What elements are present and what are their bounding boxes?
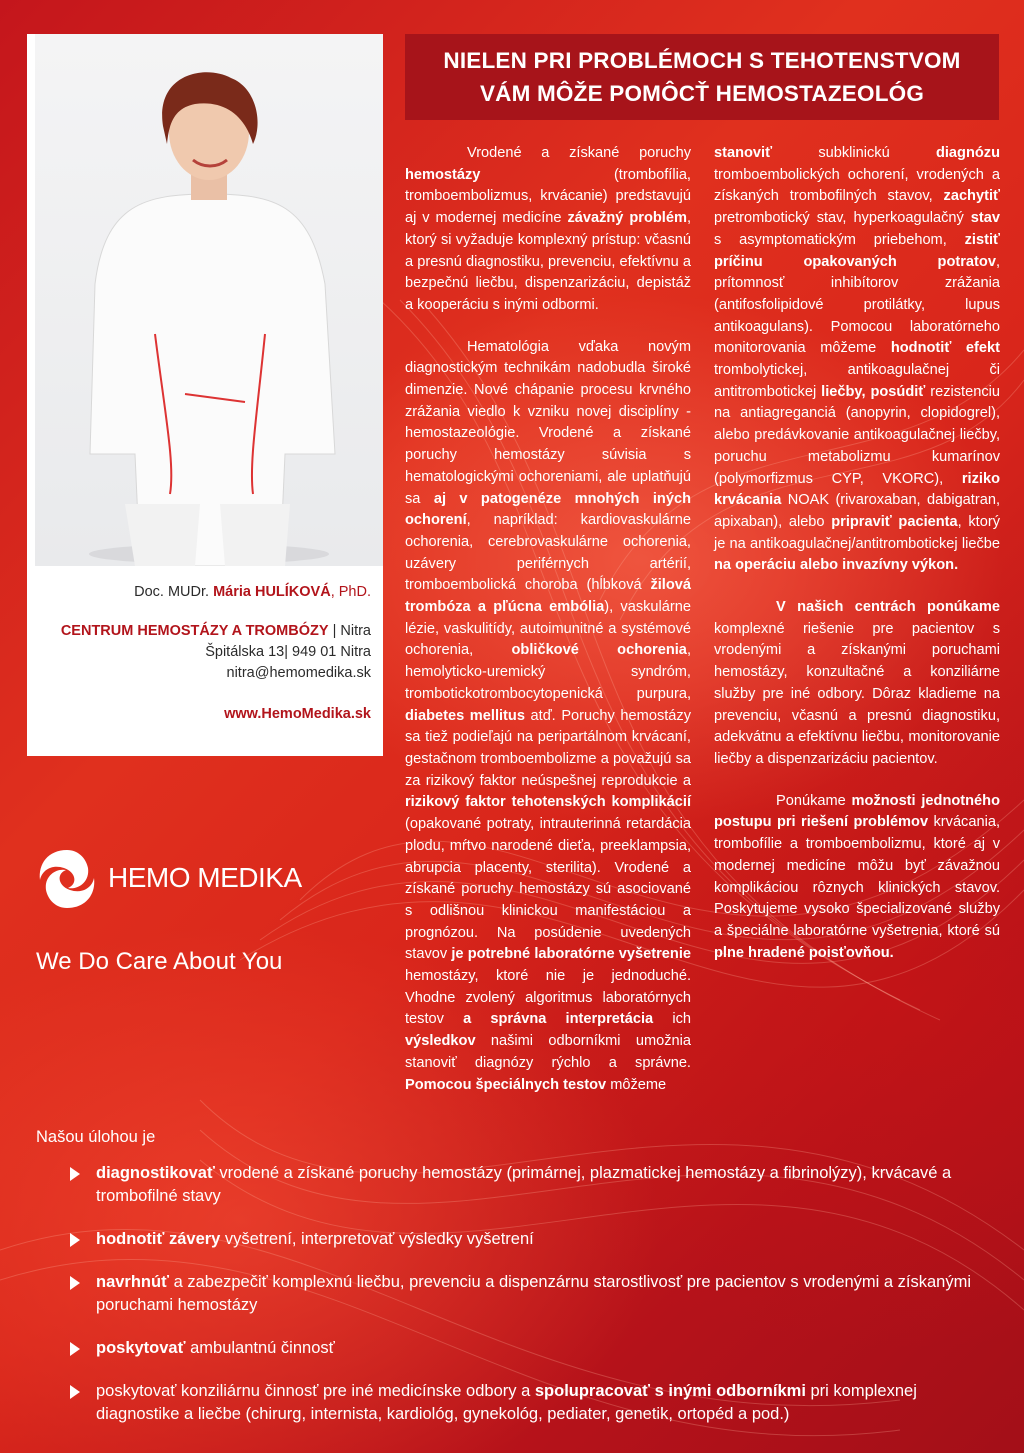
text-run: Vrodené a získané poruchy — [467, 145, 691, 161]
task-text — [96, 1230, 534, 1248]
name-bold: Mária HULÍKOVÁ — [213, 584, 331, 600]
centre-name-bold: CENTRUM HEMOSTÁZY A TROMBÓZY — [60, 623, 329, 639]
tagline: We Do Care About You — [36, 948, 283, 975]
bold-run: hemostázy — [405, 166, 481, 183]
text-run: vyšetrení, interpretovať výsledky vyšetrení — [220, 1230, 534, 1248]
text-run: Hematológia vďaka novým diagnostickým technikám nadobudla široké dimenzie. Nové chápanie procesu krvného zrážania viedlo k vzniku novej disciplíny - hemostazeológie. Vrodené a získané poruchy hemostázy súvisia s hematologickými ochoreniami, ale uplatňujú sa — [405, 338, 691, 507]
doctor-name — [41, 582, 371, 603]
text-run: poskytovať konziliárnu činnosť pre iné medicínske odbory a — [96, 1382, 535, 1400]
bold-run: výsledkov — [405, 1033, 476, 1050]
name-prefix: Doc. MUDr. — [134, 584, 214, 600]
text-run: (opakované potraty, intrauterinná retardácia plodu, mŕtvo narodené dieťa, preeklampsia, abrupcia placenty, sterilita). Vrodené a získané poruchy hemostázy sú asociované s odlišnou klinickou manifestáciou a prognózou. Na posúdenie uvedených stavov — [405, 816, 691, 963]
bold-run: aj v patogenéze mnohých iných ochorení — [405, 490, 691, 529]
bold-run: a správna interpretácia — [463, 1011, 654, 1028]
text-run: , ktorý si vyžaduje komplexný prístup: včasnú a presnú diagnostiku, prevenciu, efektívnu a bezpečnú liečbu, dispenzarizáciu, depistáž a kooperáciu s inými odbormi. — [405, 210, 691, 313]
text-run: (trombofília, tromboembolizmus, krvácanie) predstavujú aj v modernej medicíne — [405, 166, 691, 227]
doctor-info-card — [27, 34, 383, 756]
text-run: atď. Poruchy hemostázy sa tiež podieľajú na peripartálnom krvácaní, gestačnom tromboembolizme a považujú sa za rizikový faktor neúspešnej reprodukcie a — [405, 707, 691, 789]
centre-city: | Nitra — [328, 623, 371, 639]
task-text — [96, 1382, 917, 1423]
bold-run: diabetes mellitus — [405, 707, 525, 724]
text-run: pretrombotický stav, hyperkoagulačný — [714, 210, 971, 227]
bold-run: stanoviť — [714, 145, 773, 161]
bold-run: poskytovať — [96, 1339, 186, 1357]
bold-run: rizikový faktor tehotenských komplikácií — [405, 794, 691, 811]
text-run: a zabezpečiť komplexnú liečbu, prevenciu a dispenzárnu starostlivosť pre pacientov s vrodenými a získanými poruchami hemostázy — [96, 1273, 972, 1314]
text-run: komplexné riešenie pre pacientov s vrodenými a získanými poruchami hemostázy, konzultačné a konziliárne služby pre iné odbory. Dôraz kladieme na prevenciu, včasnú a presnú diagnostiku, adekvátnu a efektívnu liečbu, monitorovanie liečby a dispenzarizáciu pacientov. — [714, 620, 1000, 767]
task-item — [70, 1271, 1004, 1317]
paragraph-offer — [714, 791, 1000, 965]
bold-run: stav — [970, 210, 1000, 227]
task-item — [70, 1162, 1004, 1208]
bold-run: riziko krvácania — [714, 470, 1000, 509]
tasks-heading: Našou úlohou je — [36, 1128, 156, 1146]
text-run: vrodené a získané poruchy hemostázy (primárnej, plazmatickej hemostázy a fibrinolýzy), krvácavé a trombofilné stavy — [96, 1164, 952, 1205]
bold-run: diagnostikovať — [96, 1164, 215, 1182]
bullet-arrow-icon — [70, 1385, 80, 1399]
bold-run: na operáciu alebo invazívny výkon. — [714, 557, 959, 574]
text-run: krvácania, trombofílie a tromboembolizmu, ktoré aj v modernej medicíne môžu byť závažnou komplikáciou rôznych klinických stavov. Poskytujeme vysoko špecializované služby a špeciálne laboratórne vyšetrenia, ktoré sú — [714, 814, 1000, 939]
text-run: , hemolyticko-uremický syndróm, trombotickotrombocytopenická purpura, — [405, 642, 691, 702]
hemo-medika-logo-icon — [34, 846, 100, 912]
centre-name — [41, 621, 371, 642]
doctor-photo — [35, 34, 383, 566]
body-column-right — [714, 143, 1000, 984]
text-run: subklinickú — [772, 145, 936, 161]
text-run: , ktorý je na antikoagulačnej/antitrombotickej liečbe — [714, 513, 1000, 552]
body-column-left — [405, 143, 691, 1116]
text-run: ), vaskulárne lézie, vaskulitídy, autoimunitné a systémové ochorenia, — [405, 599, 691, 659]
bold-run: je potrebné laboratórne vyšetrenie — [451, 946, 691, 963]
bold-run: žilová trombóza a pľúcna embólia — [405, 577, 691, 616]
bold-run: Pomocou špeciálnych testov — [405, 1076, 607, 1093]
bold-run: navrhnúť — [96, 1273, 169, 1291]
task-item — [70, 1337, 1004, 1360]
headline-banner — [405, 34, 999, 120]
task-item — [70, 1228, 1004, 1251]
hemo-medika-logo — [34, 846, 334, 912]
bold-run: zachytiť — [943, 188, 1000, 205]
text-run: ich — [653, 1011, 691, 1028]
doctor-contact-block — [41, 582, 371, 725]
bold-run: pripraviť pacienta — [831, 513, 958, 530]
task-item — [70, 1380, 1004, 1426]
text-run: pri komplexnej diagnostike a liečbe (chirurg, internista, kardiológ, gynekológ, pediater, genetik, ortopéd a pod.) — [96, 1382, 917, 1423]
bullet-arrow-icon — [70, 1342, 80, 1356]
text-run: rezistenciu na antiagreganciá (anopyrin, clopidogrel), alebo predávkovanie antikoagulačnej liečby, poruchu metabolizmu kumarínov (polymorfizmus CYP, VKORC), — [714, 383, 1000, 487]
text-run: , prítomnosť inhibítorov zrážania (antifosfolipidové protilátky, lupus antikoagulans). Pomocou laboratórneho monitorovania môžeme — [714, 253, 1000, 357]
bold-run: diagnózu — [935, 145, 1000, 161]
website-link[interactable]: www.HemoMedika.sk — [224, 706, 371, 722]
bold-run: obličkové ochorenia — [511, 642, 687, 659]
text-run: tromboembolických ochorení, vrodených a získaných trombofilných stavov, — [714, 166, 1000, 205]
headline-line-2: VÁM MÔŽE POMÔCŤ HEMOSTAZEOLÓG — [479, 81, 925, 106]
text-run: hemostázy, ktoré nie je jednoduché. Vhodne zvolený algoritmus laboratórnych testov — [405, 968, 691, 1028]
bullet-arrow-icon — [70, 1167, 80, 1181]
text-run: NOAK (rivaroxaban, dabigatran, apixaban), alebo — [714, 492, 1000, 530]
bold-run: možnosti jednotného postupu pri riešení problémov — [714, 792, 1000, 831]
bold-run: liečby, posúdiť — [821, 383, 926, 400]
text-run: trombolytickej, antikoagulačnej či antitrombotickej — [714, 362, 1000, 400]
tasks-list — [70, 1162, 1004, 1446]
logo-wordmark: HEMO MEDIKA — [108, 862, 302, 893]
name-suffix: , PhD. — [330, 584, 371, 600]
text-run: Ponúkame — [776, 792, 852, 809]
bullet-arrow-icon — [70, 1233, 80, 1247]
text-run: , napríklad: kardiovaskulárne ochorenia, cerebrovaskulárne ochorenia, uzávery periférnych artérií, tromboembolická choroba (hĺbková — [405, 512, 691, 594]
bold-run: V našich centrách ponúkame — [776, 599, 1000, 616]
bold-run: spolupracovať s inými odborníkmi — [534, 1382, 806, 1400]
bold-run: zistiť príčinu opakovaných potratov — [714, 231, 1000, 270]
doctor-portrait-illustration — [35, 34, 383, 566]
bold-run: plne hradené poisťovňou. — [714, 944, 894, 961]
task-text — [96, 1164, 951, 1205]
paragraph-hematology — [405, 337, 691, 1097]
task-text — [96, 1273, 971, 1314]
centre-address: Špitálska 13| 949 01 Nitra — [205, 644, 371, 660]
paragraph-centres — [714, 597, 1000, 771]
bold-run: hodnotiť efekt — [890, 340, 1000, 357]
text-run: ambulantnú činnosť — [185, 1339, 335, 1357]
paragraph-hematology-continued — [714, 143, 1000, 577]
headline-line-1: NIELEN PRI PROBLÉMOCH S TEHOTENSTVOM — [443, 48, 961, 73]
text-run: našimi odborníkmi umožnia stanoviť diagnózy rýchlo a správne. — [405, 1033, 691, 1071]
text-run: s asymptomatickým priebehom, — [714, 231, 965, 248]
paragraph-intro — [405, 143, 691, 317]
text-run: môžeme — [606, 1076, 667, 1093]
centre-email[interactable]: nitra@hemomedika.sk — [226, 665, 371, 681]
bold-run: hodnotiť závery — [96, 1230, 221, 1248]
task-text — [96, 1339, 335, 1357]
bullet-arrow-icon — [70, 1276, 80, 1290]
bold-run: závažný problém — [567, 210, 687, 227]
